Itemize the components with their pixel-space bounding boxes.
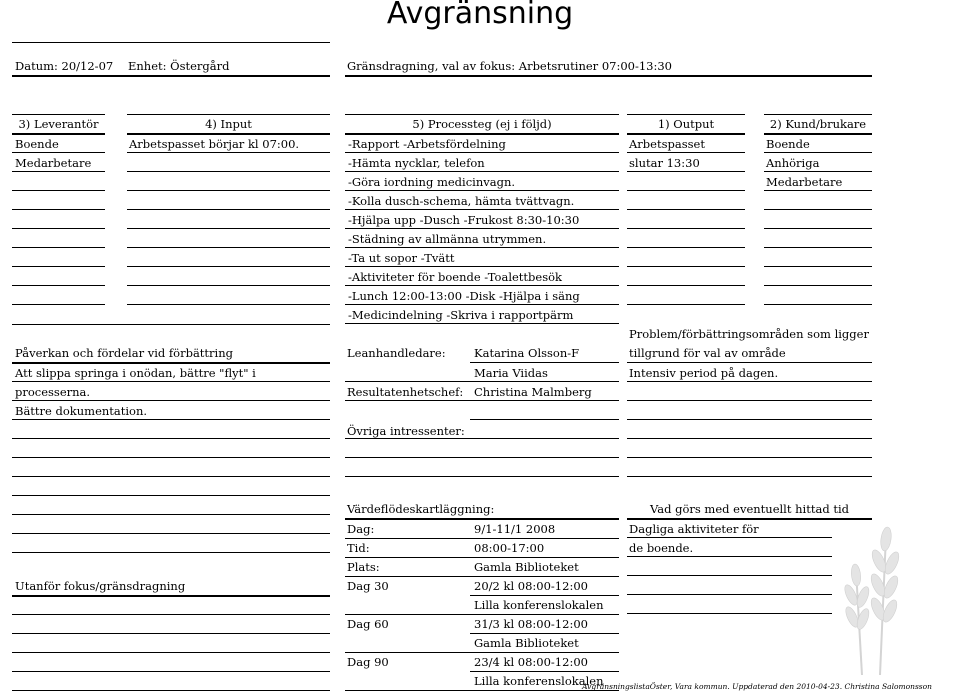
row-line [12,324,330,325]
list-item: Boende [15,137,59,151]
vsm-row-value: Lilla konferenslokalen [474,598,604,612]
row-line [345,266,619,267]
row-line [764,171,872,172]
row-line [627,152,745,153]
header-underline [12,595,330,597]
list-item: Dagliga aktiviteter för [629,522,759,536]
page-title: Avgränsning [386,0,574,31]
row-line [764,152,872,153]
row-line [12,690,330,691]
vsm-row-label: Dag 90 [347,655,389,669]
row-line [12,190,105,191]
row-line [12,419,330,420]
col-header-input: 4) Input [205,117,252,131]
row-line [345,323,619,324]
row-line [470,362,619,363]
row-line [627,537,832,538]
row-line [12,652,330,653]
row-line [345,247,619,248]
row-line [12,400,330,401]
list-item: Arbetspasset börjar kl 07:00. [129,137,300,151]
row-line [127,190,330,191]
row-line [470,381,619,382]
list-item: Anhöriga [766,156,820,170]
row-line [627,190,745,191]
resultatenhetschef-label: Resultatenhetschef: [347,385,464,399]
row-line [12,304,105,305]
header-underline [764,133,872,135]
row-line [627,171,745,172]
divider [764,114,872,115]
vsm-row-value: 08:00-17:00 [474,541,545,555]
row-line [12,171,105,172]
list-item: Medarbetare [15,156,92,170]
leanhandledare-name: Maria Viidas [474,366,548,380]
row-line [627,247,745,248]
row-line [764,190,872,191]
row-line [627,228,745,229]
vsm-row-value: 31/3 kl 08:00-12:00 [474,617,588,631]
row-line [345,209,619,210]
list-item: Boende [766,137,810,151]
row-line [127,247,330,248]
row-line [627,285,745,286]
row-line [627,381,872,382]
row-line [627,575,832,576]
list-item: -Städning av allmänna utrymmen. [348,232,547,246]
row-line [627,419,872,420]
row-line [12,266,105,267]
list-item: -Medicindelning -Skriva i rapportpärm [348,308,574,322]
row-line [470,671,619,672]
row-line [627,209,745,210]
list-item: -Lunch 12:00-13:00 -Disk -Hjälpa i säng [348,289,580,303]
row-line [12,514,330,515]
row-line [345,171,619,172]
row-line [127,171,330,172]
row-line [12,614,330,615]
row-line [12,152,105,153]
list-item: -Rapport -Arbetsfördelning [348,137,506,151]
row-line [627,362,872,363]
vsm-heading: Värdeflödeskartläggning: [347,502,495,516]
row-line [12,209,105,210]
row-line [764,285,872,286]
row-line [764,304,872,305]
resultatenhetschef-name: Christina Malmberg [474,385,592,399]
row-line [627,613,832,614]
problem-heading: tillgrund för val av område [629,346,786,360]
row-line [12,476,330,477]
leanhandledare-name: Katarina Olsson-F [474,346,580,360]
divider [12,114,105,115]
row-line [12,552,330,553]
row-line [12,438,330,439]
list-item: -Ta ut sopor -Tvätt [348,251,455,265]
row-line [127,285,330,286]
row-line [627,476,872,477]
footer: AvgränsningslistaÖster, Vara kommun. Uppdaterad den 2010-04-23. Christina Salomonsson [582,682,932,691]
row-line [127,304,330,305]
row-line [627,556,832,557]
row-line [345,476,619,477]
row-line [627,400,872,401]
row-line [127,228,330,229]
header-underline [627,518,872,520]
vsm-row-value: 23/4 kl 08:00-12:00 [474,655,588,669]
list-item: -Göra iordning medicinvagn. [348,175,516,189]
header-underline [12,133,105,135]
list-item: processerna. [15,385,91,399]
list-item: slutar 13:30 [629,156,700,170]
row-line [345,152,619,153]
row-line [12,495,330,496]
row-line [764,266,872,267]
row-line [345,652,619,653]
list-item: -Hämta nycklar, telefon [348,156,485,170]
vsm-row-label: Dag 30 [347,579,389,593]
header-underline [345,518,619,520]
row-line [345,304,619,305]
wheat-icon [842,525,914,675]
divider [345,114,619,115]
row-line [12,457,330,458]
row-line [627,266,745,267]
row-line [12,247,105,248]
list-item: Intensiv period på dagen. [629,366,779,380]
row-line [12,228,105,229]
list-item: Att slippa springa i onödan, bättre "flyt" i [15,366,256,380]
row-line [345,190,619,191]
row-line [345,538,619,539]
vsm-row-value: Lilla konferenslokalen [474,674,604,688]
col-header-kund: 2) Kund/brukare [769,117,867,131]
row-line [345,576,619,577]
col-header-leverantor: 3) Leverantör [18,117,99,131]
divider [127,114,330,115]
header-underline [12,75,330,77]
row-line [627,457,872,458]
list-item: Bättre dokumentation. [15,404,148,418]
row-line [345,400,619,401]
row-line [470,419,619,420]
vsm-row-label: Plats: [347,560,380,574]
header-underline [12,362,330,364]
header-underline [127,133,330,135]
problem-heading: Problem/förbättringsområden som ligger [629,327,869,341]
enhet-label: Enhet: Östergård [128,59,230,73]
row-line [345,285,619,286]
row-line [345,557,619,558]
divider [627,114,745,115]
row-line [12,533,330,534]
row-line [345,690,619,691]
vsm-row-label: Tid: [347,541,370,555]
list-item: -Aktiviteter för boende -Toalettbesök [348,270,563,284]
row-line [12,671,330,672]
gransdragning-label: Gränsdragning, val av fokus: Arbetsrutiner 07:00-13:30 [347,59,672,73]
row-line [12,633,330,634]
divider [12,42,330,43]
row-line [12,381,330,382]
vsm-row-value: 9/1-11/1 2008 [474,522,556,536]
datum-label: Datum: 20/12-07 [15,59,114,73]
vsm-row-value: Gamla Biblioteket [474,560,579,574]
vad-gors-heading: Vad görs med eventuellt hittad tid [649,502,850,516]
row-line [127,266,330,267]
row-line [764,228,872,229]
list-item: -Kolla dusch-schema, hämta tvättvagn. [348,194,575,208]
row-line [627,594,832,595]
row-line [627,304,745,305]
row-line [345,438,619,439]
header-underline [627,133,745,135]
leanhandledare-label: Leanhandledare: [347,346,446,360]
row-line [12,285,105,286]
row-line [127,152,330,153]
utanfor-heading: Utanför fokus/gränsdragning [15,579,186,593]
paverkan-heading: Påverkan och fördelar vid förbättring [15,346,233,360]
row-line [345,457,619,458]
list-item: de boende. [629,541,694,555]
row-line [345,614,619,615]
col-header-output: 1) Output [657,117,715,131]
vsm-row-value: Gamla Biblioteket [474,636,579,650]
row-line [470,595,619,596]
list-item: Medarbetare [766,175,843,189]
vsm-row-value: 20/2 kl 08:00-12:00 [474,579,588,593]
row-line [627,438,872,439]
list-item: -Hjälpa upp -Dusch -Frukost 8:30-10:30 [348,213,580,227]
list-item: Arbetspasset [629,137,705,151]
ovriga-intressenter-label: Övriga intressenter: [347,424,465,438]
vsm-row-label: Dag: [347,522,375,536]
col-header-process: 5) Processteg (ej i följd) [412,117,552,131]
row-line [764,247,872,248]
row-line [470,633,619,634]
row-line [127,209,330,210]
header-underline [345,75,872,77]
row-line [345,228,619,229]
row-line [764,209,872,210]
vsm-row-label: Dag 60 [347,617,389,631]
header-underline [345,133,619,135]
